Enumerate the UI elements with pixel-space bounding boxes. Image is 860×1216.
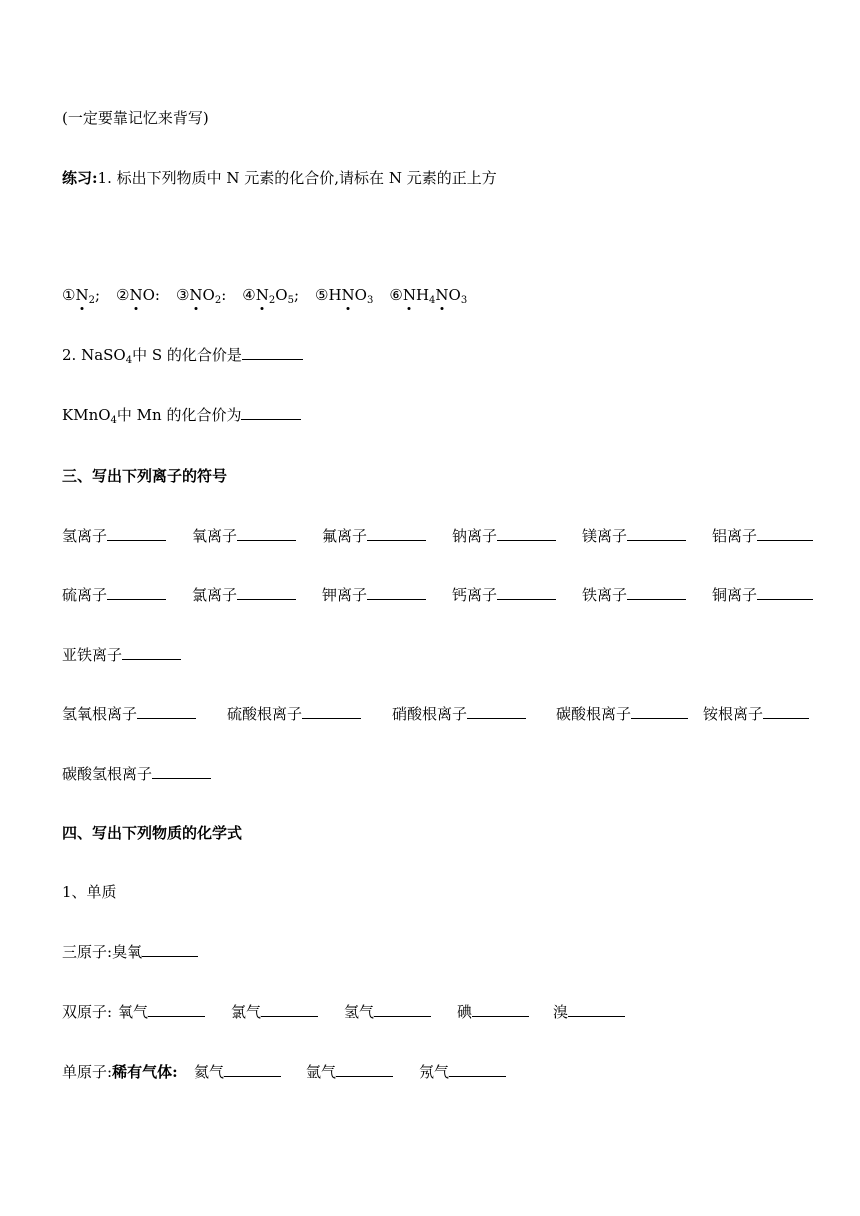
formula-rest: $H_4NO_3$ [415, 286, 468, 306]
q2b-formula: KMnO [62, 406, 111, 424]
answer-blank[interactable] [237, 585, 296, 600]
ion-label: 氢氧根离子 [62, 705, 138, 723]
noble-gas-label: 稀有气体: [112, 1063, 178, 1081]
ion-label: 铝离子 [712, 527, 758, 545]
fill-item [712, 526, 813, 546]
ion-label: 硫酸根离子 [227, 705, 303, 723]
ion-label: 亚铁离子 [62, 646, 123, 664]
substance-label: 碘 [457, 1003, 473, 1021]
nitrogen-atom: N [435, 286, 449, 304]
nitrogen-atom: N [189, 286, 203, 304]
exercise-q2a [62, 345, 303, 365]
answer-blank[interactable] [142, 942, 198, 957]
nitrogen-compounds-list [62, 285, 483, 305]
q2a-formula: 2. NaSO [62, 346, 126, 364]
answer-blank[interactable] [122, 645, 181, 660]
formula-rest: $_2$; [88, 286, 101, 306]
compound-item [242, 286, 299, 304]
q2a-subscript: 4 [125, 355, 133, 366]
answer-blank[interactable] [627, 526, 686, 541]
answer-blank[interactable] [107, 585, 166, 600]
substance-label: 氧气 [118, 1003, 149, 1021]
fill-item [556, 704, 688, 724]
ion-label: 钾离子 [322, 586, 368, 604]
compound-item [62, 286, 100, 304]
answer-blank[interactable] [242, 345, 303, 360]
answer-blank[interactable] [336, 1062, 393, 1077]
fill-item [306, 1062, 393, 1082]
ion-label: 氯离子 [192, 586, 238, 604]
answer-blank[interactable] [568, 1002, 625, 1017]
answer-blank[interactable] [757, 585, 813, 600]
answer-blank[interactable] [261, 1002, 318, 1017]
substance-label: 溴 [553, 1003, 569, 1021]
fill-item [419, 1062, 506, 1082]
formula-rest: $_2O_5$; [268, 286, 299, 306]
answer-blank[interactable] [367, 526, 426, 541]
ion-label: 铵根离子 [703, 705, 764, 723]
ion-label: 碳酸根离子 [556, 705, 632, 723]
fill-item [553, 1002, 625, 1022]
fill-item [118, 1002, 205, 1022]
nitrogen-atom: N [75, 286, 89, 304]
formula-rest: $O_3$ [354, 286, 374, 306]
triatomic-label: 三原子: [62, 943, 113, 961]
answer-blank[interactable] [467, 704, 526, 719]
ion-label: 钙离子 [452, 586, 498, 604]
answer-blank[interactable] [367, 585, 426, 600]
nitrogen-atom: N [341, 286, 355, 304]
answer-blank[interactable] [631, 704, 688, 719]
substance-label: 氦气 [194, 1063, 225, 1081]
fill-item [62, 526, 166, 546]
substance-label: 氢气 [344, 1003, 375, 1021]
ion-label: 氢离子 [62, 527, 108, 545]
answer-blank[interactable] [137, 704, 196, 719]
answer-blank[interactable] [757, 526, 813, 541]
fill-item [231, 1002, 318, 1022]
answer-blank[interactable] [302, 704, 361, 719]
fill-item [712, 585, 813, 605]
ion-label: 硝酸根离子 [392, 705, 468, 723]
monatomic-label-text: 单原子: [62, 1063, 113, 1081]
ion-label: 铜离子 [712, 586, 758, 604]
fill-item [62, 764, 211, 784]
substance-label: 臭氧 [112, 943, 143, 961]
fill-item [703, 704, 809, 724]
substance-label: 氯气 [231, 1003, 262, 1021]
diatomic-label: 双原子: [62, 1003, 113, 1021]
answer-blank[interactable] [224, 1062, 281, 1077]
ion-label: 镁离子 [582, 527, 628, 545]
ion-label: 硫离子 [62, 586, 108, 604]
section4-sub1: 1、单质 [62, 883, 117, 901]
fill-item [192, 585, 296, 605]
fill-item [582, 526, 686, 546]
circled-number: ① [62, 286, 76, 304]
ion-label: 铁离子 [582, 586, 628, 604]
fill-item [227, 704, 361, 724]
answer-blank[interactable] [497, 526, 556, 541]
answer-blank[interactable] [763, 704, 809, 719]
fill-item [194, 1062, 281, 1082]
formula-part: H [328, 286, 342, 304]
compound-item [116, 286, 160, 304]
nitrogen-atom: N [255, 286, 269, 304]
answer-blank[interactable] [152, 764, 211, 779]
compound-item [315, 286, 373, 304]
fill-item [192, 526, 296, 546]
exercise-q1 [62, 168, 497, 188]
fill-item [452, 526, 556, 546]
ion-label: 碳酸氢根离子 [62, 765, 153, 783]
answer-blank[interactable] [107, 526, 166, 541]
ion-label: 钠离子 [452, 527, 498, 545]
compound-item [176, 286, 226, 304]
q2a-question: 中 S 的化合价是 [132, 346, 242, 364]
ion-label: 氧离子 [192, 527, 238, 545]
fill-item [392, 704, 526, 724]
answer-blank[interactable] [374, 1002, 431, 1017]
formula-rest: $O_2$: [202, 286, 227, 306]
fill-item [582, 585, 686, 605]
exercise-prefix: 练习: [62, 169, 98, 187]
answer-blank[interactable] [241, 405, 301, 420]
formula-rest: O: [142, 286, 160, 304]
circled-number: ⑤ [315, 286, 329, 304]
circled-number: ③ [175, 286, 190, 304]
fill-item [62, 704, 196, 724]
fill-item [62, 645, 181, 665]
fill-item [344, 1002, 431, 1022]
exercise-q1-text: 1. 标出下列物质中 N 元素的化合价,请标在 N 元素的正上方 [97, 169, 497, 187]
circled-number: ④ [242, 286, 256, 304]
compound-item [389, 286, 467, 304]
answer-blank[interactable] [449, 1062, 506, 1077]
section3-title: 三、写出下列离子的符号 [62, 467, 228, 485]
answer-blank[interactable] [148, 1002, 205, 1017]
triatomic-row [62, 942, 198, 962]
answer-blank[interactable] [627, 585, 686, 600]
exercise-q2b [62, 405, 301, 425]
nitrogen-atom: N [129, 286, 143, 304]
fill-item [322, 526, 426, 546]
circled-number: ⑥ [389, 286, 403, 304]
monatomic-label [62, 1062, 178, 1082]
memory-note: (一定要靠记忆来背写) [62, 109, 209, 127]
nitrogen-atom: N [402, 286, 416, 304]
fill-item [457, 1002, 529, 1022]
fill-item [452, 585, 556, 605]
q2b-question: 中 Mn 的化合价为 [116, 406, 242, 424]
section4-title: 四、写出下列物质的化学式 [62, 824, 243, 842]
answer-blank[interactable] [472, 1002, 529, 1017]
fill-item [322, 585, 426, 605]
substance-label: 氩气 [306, 1063, 337, 1081]
circled-number: ② [116, 286, 130, 304]
answer-blank[interactable] [497, 585, 556, 600]
q2b-subscript: 4 [110, 415, 117, 426]
fill-item [62, 585, 166, 605]
ion-label: 氟离子 [322, 527, 368, 545]
substance-label: 氖气 [419, 1063, 450, 1081]
answer-blank[interactable] [237, 526, 296, 541]
